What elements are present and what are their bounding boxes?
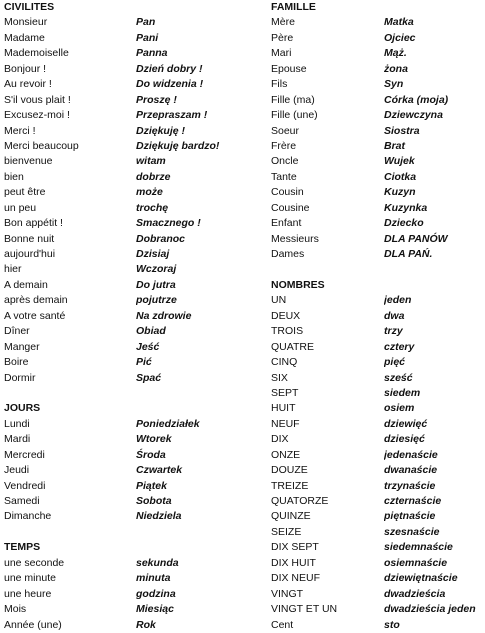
vocab-row	[271, 386, 483, 401]
vocab-row	[4, 124, 266, 139]
vocab-row	[4, 479, 266, 494]
french-term: TROIS	[271, 325, 304, 338]
vocab-row	[4, 262, 266, 277]
vocab-row	[271, 432, 483, 447]
polish-translation: Mąż.	[384, 47, 407, 60]
french-term: NEUF	[271, 417, 300, 430]
vocab-row	[4, 309, 266, 324]
polish-translation: Brat	[384, 139, 406, 152]
polish-translation: trochę	[136, 201, 169, 214]
polish-translation: czternaście	[384, 495, 442, 507]
polish-translation: cztery	[384, 340, 415, 353]
polish-translation: pięć	[384, 356, 406, 369]
polish-translation: Przepraszam !	[136, 109, 208, 122]
french-term: Epouse	[271, 62, 307, 75]
french-term: SEIZE	[271, 525, 302, 538]
polish-translation: Pić	[136, 356, 152, 369]
polish-translation: godzina	[136, 587, 176, 600]
vocab-row	[271, 587, 483, 602]
polish-translation: Do widzenia !	[136, 78, 204, 91]
polish-translation: Na zdrowie	[136, 309, 192, 322]
vocab-row	[4, 201, 266, 216]
vocab-row	[4, 232, 266, 247]
polish-translation: Smacznego !	[136, 217, 201, 230]
polish-translation: Dobranoc	[136, 232, 186, 245]
vocab-row	[271, 494, 483, 509]
vocab-row	[271, 479, 483, 494]
french-term: Lundi	[4, 417, 30, 430]
french-term: Jeudi	[4, 464, 30, 477]
polish-translation: Rok	[136, 618, 156, 631]
vocab-row	[271, 448, 483, 463]
polish-translation: minuta	[136, 572, 171, 585]
polish-translation: Jeść	[136, 340, 160, 353]
vocab-row	[271, 525, 483, 540]
french-term: Dormir	[4, 371, 36, 384]
vocab-row	[271, 340, 483, 355]
polish-translation: trzynaście	[384, 479, 436, 492]
vocab-row	[271, 293, 483, 308]
polish-translation: Syn	[384, 78, 404, 91]
vocab-row	[4, 77, 266, 92]
vocab-row	[4, 509, 266, 524]
french-term: A votre santé	[4, 309, 66, 322]
polish-translation: może	[136, 186, 163, 199]
polish-translation: dwanaście	[384, 464, 438, 477]
polish-translation: osiem	[384, 402, 415, 415]
polish-translation: Poniedziałek	[136, 417, 200, 430]
vocab-row	[271, 618, 483, 633]
polish-translation: dobrze	[136, 170, 171, 183]
vocab-row	[4, 154, 266, 169]
vocab-row	[271, 571, 483, 586]
french-term: Cent	[271, 618, 294, 631]
polish-translation: Niedziela	[136, 510, 182, 523]
vocab-row	[4, 293, 266, 308]
polish-translation: DLA PAŃ.	[384, 248, 433, 260]
polish-translation: siedem	[384, 386, 421, 399]
vocab-row	[4, 571, 266, 586]
vocab-row	[271, 77, 483, 92]
vocab-row	[271, 93, 483, 108]
polish-translation: sekunda	[136, 556, 179, 569]
french-term: SEPT	[271, 386, 299, 399]
polish-translation: dwa	[384, 309, 405, 322]
section-heading: TEMPS	[4, 541, 41, 554]
vocab-row	[4, 46, 266, 61]
vocab-row	[4, 494, 266, 509]
section-heading: NOMBRES	[271, 278, 325, 291]
vocab-row	[4, 278, 266, 293]
spacer	[4, 386, 266, 401]
polish-translation: Siostra	[384, 124, 420, 137]
french-term: une minute	[4, 572, 56, 585]
vocab-row	[4, 432, 266, 447]
french-term: Mois	[4, 603, 27, 616]
french-term: Fille (une)	[271, 109, 318, 122]
french-term: Mère	[271, 16, 295, 29]
polish-translation: Obiad	[136, 325, 166, 338]
french-term: SIX	[271, 371, 288, 384]
polish-translation: Matka	[384, 16, 414, 29]
vocab-row	[4, 324, 266, 339]
polish-translation: Ojciec	[384, 31, 416, 44]
vocab-row	[271, 417, 483, 432]
french-term: Dimanche	[4, 510, 52, 523]
polish-translation: Do jutra	[136, 278, 176, 291]
polish-translation: Spać	[136, 371, 162, 384]
french-term: Manger	[4, 340, 40, 353]
french-term: CINQ	[271, 356, 298, 369]
french-term: Madame	[4, 31, 45, 44]
french-term: peut être	[4, 186, 46, 199]
french-term: aujourd'hui	[4, 248, 56, 260]
polish-translation: Dziękuję bardzo!	[136, 139, 220, 152]
vocab-row	[271, 185, 483, 200]
french-term: Au revoir !	[4, 78, 52, 91]
vocab-row	[271, 139, 483, 154]
vocab-row	[271, 355, 483, 370]
french-term: après demain	[4, 294, 68, 307]
vocab-row	[271, 556, 483, 571]
french-term: Enfant	[271, 217, 302, 230]
vocab-row	[4, 355, 266, 370]
polish-translation: dziewiętnaście	[384, 572, 458, 585]
vocab-row	[4, 602, 266, 617]
french-term: A demain	[4, 278, 48, 291]
polish-translation: dwadzieścia	[384, 587, 446, 600]
polish-translation: DLA PANÓW	[384, 232, 448, 245]
vocab-row	[271, 124, 483, 139]
french-term: Frère	[271, 139, 297, 152]
french-term: bienvenue	[4, 155, 53, 168]
spacer	[271, 262, 483, 277]
french-term: Samedi	[4, 495, 40, 507]
polish-translation: Pani	[136, 31, 159, 44]
polish-translation: Sobota	[136, 495, 172, 507]
french-term: Monsieur	[4, 16, 48, 29]
section-heading: FAMILLE	[271, 1, 316, 13]
french-term: Cousin	[271, 186, 304, 199]
vocab-row	[271, 247, 483, 262]
french-term: DIX HUIT	[271, 556, 316, 569]
polish-translation: Miesiąc	[136, 603, 174, 616]
polish-translation: Dziecko	[384, 217, 424, 230]
vocab-row	[271, 46, 483, 61]
vocab-row	[271, 216, 483, 231]
french-term: TREIZE	[271, 479, 309, 492]
vocab-row	[271, 309, 483, 324]
french-term: Merci beaucoup	[4, 139, 79, 152]
polish-translation: Pan	[136, 16, 156, 29]
french-term: un peu	[4, 201, 37, 214]
french-term: Messieurs	[271, 232, 319, 245]
french-term: DOUZE	[271, 464, 308, 477]
vocab-row	[4, 108, 266, 123]
vocab-row	[271, 108, 483, 123]
french-term: Père	[271, 31, 294, 44]
polish-translation: szesnaście	[384, 525, 440, 538]
polish-translation: Środa	[136, 448, 166, 461]
right-column	[271, 0, 483, 633]
vocab-row	[4, 463, 266, 478]
french-term: S'il vous plait !	[4, 93, 71, 106]
french-term: Vendredi	[4, 479, 46, 492]
polish-translation: Córka (moja)	[384, 93, 449, 106]
section-heading: CIVILITES	[4, 1, 55, 13]
french-term: Année (une)	[4, 618, 62, 631]
french-term: Tante	[271, 170, 297, 183]
polish-translation: witam	[136, 155, 166, 168]
french-term: hier	[4, 263, 22, 276]
french-term: Bonjour !	[4, 62, 47, 75]
polish-translation: Piątek	[136, 479, 167, 492]
vocab-row	[4, 247, 266, 262]
polish-translation: Dzień dobry !	[136, 62, 203, 75]
french-term: Boire	[4, 356, 29, 369]
polish-translation: dziewięć	[384, 417, 428, 430]
polish-translation: dziesięć	[384, 433, 425, 446]
polish-translation: Proszę !	[136, 93, 177, 106]
vocab-row	[4, 448, 266, 463]
vocab-row	[4, 556, 266, 571]
vocab-row	[271, 232, 483, 247]
vocab-row	[271, 401, 483, 416]
polish-translation: pojutrze	[136, 294, 177, 307]
polish-translation: Dziewczyna	[384, 109, 443, 122]
vocab-row	[4, 139, 266, 154]
french-term: Merci !	[4, 124, 36, 137]
vocab-row	[271, 15, 483, 30]
polish-translation: Wtorek	[136, 433, 172, 446]
polish-translation: sto	[384, 618, 400, 631]
french-term: Cousine	[271, 201, 310, 214]
polish-translation: Kuzynka	[384, 201, 428, 214]
vocab-row	[271, 154, 483, 169]
french-term: Mari	[271, 47, 292, 60]
polish-translation: sześć	[384, 371, 413, 384]
french-term: Dames	[271, 248, 305, 260]
polish-translation: Panna	[136, 47, 168, 60]
spacer	[4, 525, 266, 540]
vocab-row	[4, 93, 266, 108]
vocab-row	[4, 31, 266, 46]
french-term: Fils	[271, 78, 288, 91]
left-column	[4, 0, 266, 633]
polish-translation: osiemnaście	[384, 556, 448, 569]
french-term: une seconde	[4, 556, 65, 569]
vocab-row	[4, 185, 266, 200]
french-term: VINGT	[271, 587, 304, 600]
french-term: Excusez-moi !	[4, 109, 70, 122]
vocab-row	[4, 587, 266, 602]
vocab-row	[271, 540, 483, 555]
vocab-row	[271, 62, 483, 77]
vocab-row	[271, 201, 483, 216]
vocab-row	[4, 216, 266, 231]
french-term: VINGT ET UN	[271, 603, 338, 616]
vocab-row	[271, 371, 483, 386]
vocab-row	[4, 340, 266, 355]
vocab-row	[4, 618, 266, 633]
french-term: QUATORZE	[271, 495, 329, 507]
french-term: DIX NEUF	[271, 572, 321, 585]
vocab-row	[271, 170, 483, 185]
polish-translation: żona	[384, 62, 408, 75]
vocab-row	[271, 324, 483, 339]
french-term: Mademoiselle	[4, 47, 69, 60]
polish-translation: Wczoraj	[136, 263, 177, 276]
french-term: QUINZE	[271, 510, 311, 523]
vocab-row	[271, 602, 483, 617]
polish-translation: trzy	[384, 325, 403, 338]
vocab-row	[4, 62, 266, 77]
polish-translation: Wujek	[384, 155, 415, 168]
french-term: une heure	[4, 587, 52, 600]
polish-translation: Ciotka	[384, 170, 417, 183]
polish-translation: Dzisiaj	[136, 248, 170, 260]
french-term: Bon appétit !	[4, 217, 63, 230]
polish-translation: piętnaście	[384, 510, 436, 523]
french-term: bien	[4, 170, 24, 183]
vocab-row	[271, 509, 483, 524]
french-term: ONZE	[271, 448, 301, 461]
french-term: Bonne nuit	[4, 232, 55, 245]
french-term: Soeur	[271, 124, 300, 137]
vocab-row	[4, 15, 266, 30]
french-term: Dîner	[4, 325, 30, 338]
vocab-row	[4, 371, 266, 386]
french-term: Fille (ma)	[271, 93, 315, 106]
french-term: UN	[271, 294, 287, 307]
polish-translation: siedemnaście	[384, 541, 453, 554]
polish-translation: dwadzieścia jeden	[384, 603, 476, 616]
vocab-row	[4, 170, 266, 185]
section-heading: JOURS	[4, 402, 41, 415]
french-term: HUIT	[271, 402, 296, 415]
vocab-row	[271, 31, 483, 46]
french-term: Mardi	[4, 433, 31, 446]
polish-translation: Dziękuję !	[136, 124, 186, 137]
french-term: QUATRE	[271, 340, 314, 353]
polish-translation: jedenaście	[384, 448, 438, 461]
french-term: DIX	[271, 433, 289, 446]
vocab-row	[4, 417, 266, 432]
polish-translation: Kuzyn	[384, 186, 416, 199]
vocab-row	[271, 463, 483, 478]
french-term: DEUX	[271, 309, 301, 322]
french-term: Oncle	[271, 155, 299, 168]
polish-translation: jeden	[384, 294, 412, 307]
french-term: Mercredi	[4, 448, 45, 461]
polish-translation: Czwartek	[136, 464, 183, 477]
french-term: DIX SEPT	[271, 541, 319, 554]
